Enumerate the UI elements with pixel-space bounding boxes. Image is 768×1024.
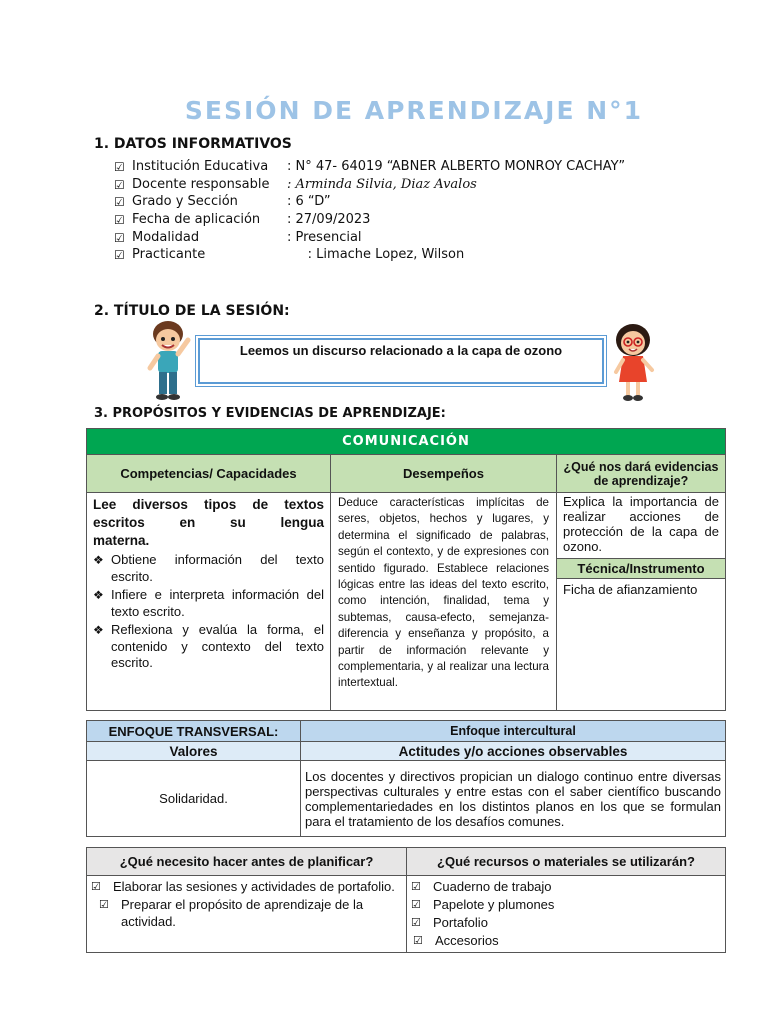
comunicacion-table	[86, 428, 726, 711]
list-item	[411, 896, 721, 914]
checkbox-icon: ☑	[91, 881, 101, 893]
checkbox-icon: ☑	[114, 230, 125, 245]
capacidad-text: Reflexiona y evalúa la forma, el contenido y contexto del texto escrito.	[111, 622, 324, 670]
boy-illustration	[142, 318, 194, 402]
checkbox-icon: ☑	[99, 899, 109, 911]
list-item-text: Cuaderno de trabajo	[433, 879, 552, 894]
header-desempenos: Desempeños	[331, 455, 557, 493]
checkbox-icon: ☑	[114, 212, 125, 227]
header-evidencias: ¿Qué nos dará evidencias de aprendizaje?	[557, 455, 726, 493]
info-label: Docente responsable	[132, 176, 270, 192]
area-band: COMUNICACIÓN	[87, 429, 726, 455]
tecnica-text: Ficha de afianzamiento	[563, 582, 698, 597]
competencia-line: materna.	[93, 533, 150, 548]
header-antes: ¿Qué necesito hacer antes de planificar?	[87, 848, 407, 876]
section-heading-datos: 1. DATOS INFORMATIVOS	[94, 136, 292, 152]
header-competencias: Competencias/ Capacidades	[87, 455, 331, 493]
planificar-table	[86, 847, 726, 953]
list-item	[411, 914, 721, 932]
header-recursos: ¿Qué recursos o materiales se utilizarán?	[407, 848, 726, 876]
evidencia-text: Explica la importancia de realizar acciones de protección de la capa de ozono.	[563, 494, 719, 554]
competencia-line: Lee diversos tipos de textos	[93, 497, 324, 512]
capacidad-text: Obtiene información del texto escrito.	[111, 552, 324, 584]
enfoque-name: Enfoque intercultural	[301, 721, 726, 742]
competencia-line: escritos en su lengua	[93, 515, 324, 530]
list-item-text: Accesorios	[435, 933, 499, 948]
capacidad-item	[93, 622, 324, 672]
recursos-cell	[407, 876, 726, 953]
info-value: : 27/09/2023	[287, 211, 371, 227]
checkbox-icon: ☑	[411, 917, 421, 929]
list-item	[411, 878, 721, 896]
list-item	[411, 932, 721, 950]
section-heading-titulo: 2. TÍTULO DE LA SESIÓN:	[94, 303, 290, 319]
info-value: : Limache Lopez, Wilson	[287, 247, 465, 263]
checkbox-icon: ☑	[411, 881, 421, 893]
desempeno-cell: Deduce características implícitas de seres, objetos, hechos y lugares, y determina el significado de palabras, según el contexto, y de expresiones con sentido figurado. Establece relaciones lógicas entre las ideas del texto escrito, como intención, finalidad, tema y subtemas, causa-efecto, semejanza-diferencia y enseñanza y propósito, a partir de información relevante y complementaria, y al realizar una lectura intertextual.	[331, 493, 557, 711]
valores-header: Valores	[87, 742, 301, 761]
info-value: : Arminda Silvia, Diaz Avalos	[287, 176, 477, 192]
checkbox-icon: ☑	[411, 899, 421, 911]
info-label: Institución Educativa	[132, 158, 269, 174]
session-title: Leemos un discurso relacionado a la capa de ozono	[239, 343, 563, 358]
actitudes-header: Actitudes y/o acciones observables	[301, 742, 726, 761]
info-label: Practicante	[132, 247, 206, 263]
checkbox-icon: ☑	[114, 248, 125, 263]
diamond-bullet-icon: ❖	[93, 553, 104, 567]
info-value: : Presencial	[287, 229, 362, 245]
capacidad-item	[93, 552, 324, 585]
info-row	[114, 193, 625, 211]
competencias-cell	[87, 493, 331, 711]
girl-illustration	[608, 320, 658, 402]
info-row	[114, 229, 625, 247]
evidencias-cell	[557, 493, 726, 711]
list-item	[91, 878, 402, 896]
capacidad-text: Infiere e interpreta información del texto escrito.	[111, 587, 324, 619]
tecnica-header: Técnica/Instrumento	[557, 558, 725, 579]
diamond-bullet-icon: ❖	[93, 623, 104, 637]
checkbox-icon: ☑	[413, 935, 423, 947]
info-row	[114, 246, 625, 264]
session-title-box	[198, 338, 604, 384]
enfoque-label: ENFOQUE TRANSVERSAL:	[87, 721, 301, 742]
page-title: SESIÓN DE APRENDIZAJE N°1	[184, 96, 644, 125]
info-row	[114, 158, 625, 176]
checkbox-icon: ☑	[114, 159, 125, 174]
list-item-text: Papelote y plumones	[433, 897, 555, 912]
capacidad-item	[93, 587, 324, 620]
info-label: Modalidad	[132, 229, 200, 245]
list-item-text: Portafolio	[433, 915, 488, 930]
info-value: : 6 “D”	[287, 194, 331, 210]
list-item	[91, 896, 402, 930]
info-list	[114, 158, 625, 264]
antes-cell	[87, 876, 407, 953]
list-item-text: Elaborar las sesiones y actividades de portafolio.	[113, 879, 395, 894]
info-row	[114, 176, 625, 194]
enfoque-table	[86, 720, 726, 837]
section-heading-propositos: 3. PROPÓSITOS Y EVIDENCIAS DE APRENDIZAJE:	[94, 406, 446, 421]
diamond-bullet-icon: ❖	[93, 588, 104, 602]
checkbox-icon: ☑	[114, 177, 125, 192]
info-label: Grado y Sección	[132, 194, 238, 210]
info-value: : N° 47- 64019 “ABNER ALBERTO MONROY CACHAY”	[287, 158, 626, 174]
actitud-cell: Los docentes y directivos propician un dialogo continuo entre diversas perspectivas culturales y entre estas con el saber científico buscando complementariedades en los distintos planos en los que se formulan para el tratamiento de los desafíos comunes.	[301, 761, 726, 837]
list-item-text: Preparar el propósito de aprendizaje de la actividad.	[121, 897, 364, 929]
valor-cell: Solidaridad.	[87, 761, 301, 837]
checkbox-icon: ☑	[114, 195, 125, 210]
info-row	[114, 211, 625, 229]
info-label: Fecha de aplicación	[132, 211, 261, 227]
